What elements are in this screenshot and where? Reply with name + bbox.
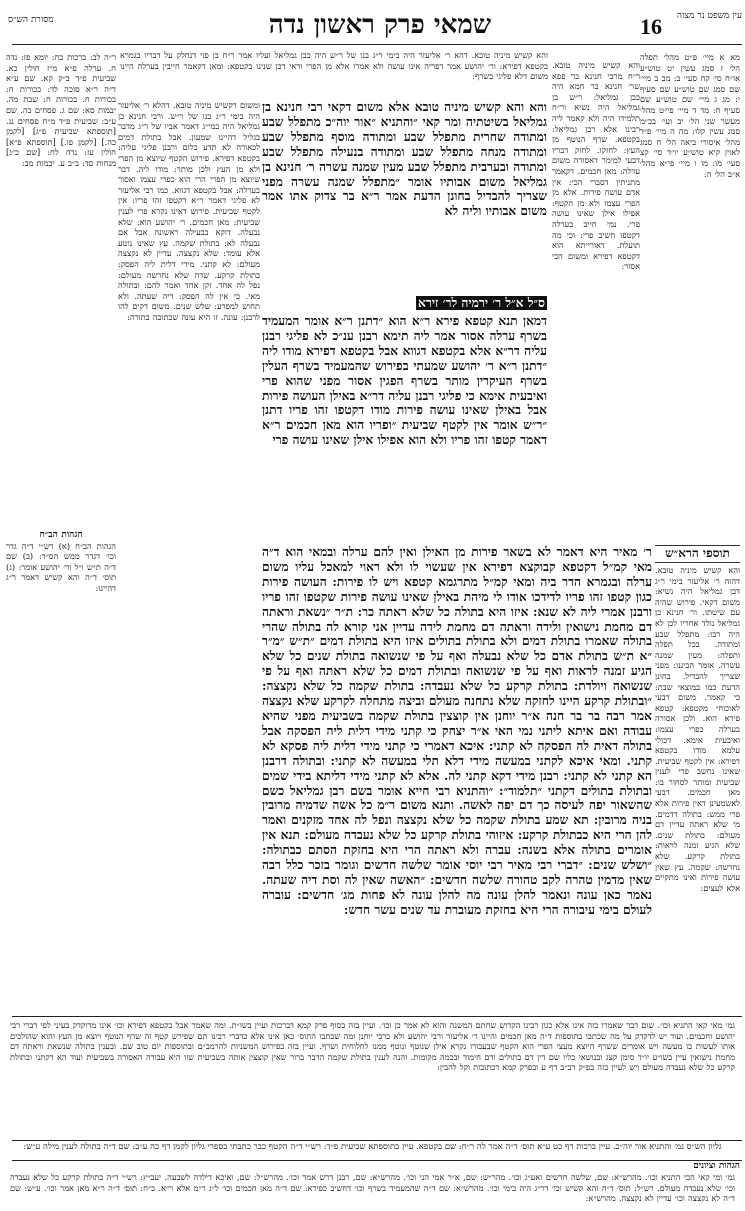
top-commentary-block (120, 50, 548, 96)
hagahot-column (10, 1172, 735, 1208)
gemara-dibbur-hamatchil: והא (529, 100, 547, 114)
page-header (0, 6, 745, 46)
tosafot-column (118, 100, 260, 1030)
bottom-notes (10, 1020, 735, 1138)
gilyon-hashas (10, 1142, 735, 1160)
page-number: 16 (640, 14, 662, 39)
top-commentary-text: והא קשיש מיניה טובא. דהא ר׳ אליעזר היה בימי ר״ג בנו של ר״ש היה כבן גמליאל ועליו אמר ר״ח בן פזי דנחלק על דבריו בגמרא בקטפא דפירא: ור׳ יהושע אמר דפריה אינו עושה ולא אמרו אלא מן הפרי ודאי דכן שנינו בקטפא: ומאן דקאמר חייבין בערלה היינו משום דלא פליגי בשרף: (120, 50, 548, 82)
hagahot-text: גמ׳ ומי קאי הכי התניא וכו׳. מהרש״א: שם, שלשה חדשים ואע״ג וכו׳. מהר״ש: שם, א״ר אמי הני וכו׳. מהרש״א: שם, רבנן דרש אמר וכו׳. מהרש״ל: שם, ואיכא דילדה לשבעה. יעב״ץ: רש״י ד״ה בתולת קרקע כל שלא נעבדה וכו׳ שלא נעבדה מעולם. רש״ל: תוס׳ ד״ה והא קשיש וכו׳ דר״ג היה בימי וכו׳. מהרש״א: שם ד״ה שהמעמיד בשרף וכו׳ דחשיב כפירא: שם ד״ה מאן חכמים וכו׳ ל״ג ר״מ אלא ר״א. ב״ח: תוס׳ ד״ה ר״א מאן אמר וכו׳. ע״ש: שם ד״ה לא נקצצה וכו׳ עדיין לא נקצצה. מהרש״א: (10, 1172, 735, 1204)
bottom-rule (12, 1016, 742, 1017)
rashi-column (552, 60, 640, 540)
gilyon-rule (12, 1140, 742, 1141)
tosafot-harosh-column (655, 565, 740, 1010)
highlighted-phrase: ס״ל א״ל ר׳ ירמיה לר׳ זירא (418, 296, 545, 310)
gemara-bottom-text: ר׳ מאיר היא דאמר לא בשאר פירות מן האילן ואין להם ערלה ובמאי הוא ד״ה מאי קמ״ל דקטפא קבוקצא דפירא אין שעשוי לו ולא ראוי למאכל עליו משום ערלה ובגמרא הדר ביה ומאי קמ״ל מתרגמא קטפא ויש לו פירות: העושה פירות כגון קטפו זהו פריו לדידכו אודו לי מיהת באילן שאינו עושה פירות שקטפו זהו פריו ורבנן אמרי ליה לא שנא: איזו היא בתולה כל שלא ראתה כר: ת״ר ״נשאת וראתה דם מחמת נישואין ולידה וראתה דם מחמת לידה עדיין אני קורא לה בתולה שהרי בתולה שאמרו בתולת דמים ולא בתולת בתולים איזו היא בתולת דמים ״ת״ש ״מ״ר ״א ת״ש בתולת אדם כל שלא נבעלה ואף על פי שנשואה בתולת שנים כל שלא הגיע זמנה לראות ואף על פי שנשואה ובתולת דמים כל שלא ראתה ואף על פי שנשואה ויולדת: בתולת קרקע כל שלא נעבדה: בתולת שקמה כל שלא נקצצה: ״ובתולת קרקע היינו לחזקה שלא נתחנה מעולם וביצה מתחלה לקרקע שלא נקצצה אמר רבה בר בר חנה א״ר יוחנן אין קוצצין בתולת שקמה בשביעית מפני שהיא עבודה ואם איתא ליתני נמי האי א״ר יצחק כי קתני מידי דלית ליה הפסקה אבל בתולה דאית לה הפסקה לא קתני: איכא דאמרי כי קתני מידי דלית ליה פסקא לא קתני. ומאי איכא לקתני במעשה מידי דלא תלי במעשה לא קתני: ובתולה דרבנן הא קתני לא קתני: רבנן מידי דקא קתני לה. אלא לא קתני מידי דליתא בידי שמים ובתולת בתולים דקתני ״תלמוד״: ״והתניא רבי חייא אומר בשם רבן גמליאל כשם שהשאור יפה לעיסה כך דם יפה לאשה. ותנא משום ר״מ כל אשה שדמיה מרובין בניה מרובין: תא שמע בתולת שקמה כל שלא נקצצה ונפל לה אחד מזקנים ואמר להן הרי היא כבתולת קרקע: איזוהי בתולת קרקע כל שלא נעבדה מעולם: תנא אין אומרים בתולה אלא בשנה: עברה ולא ראתה הרי היא בחזקת הסתם כבתולה: ״ושלש שנים: ״דברי רבי מאיר רבי יוסי אומר שלשה חדשים וגומר בזכר כלל רבה שאין מדמין טהרה לקב טהורה שלשה חדשים: ״האשה שאין לה וסת דיה שעתה. נאמר כאן עונה ונאמר להלן עונה מה להלן עונה לא פחות מג׳ חדשים: עוברה לעולם בימי עיבורה הרי היא בחזקת מעוברת עד שנים עשר חדש: (262, 545, 652, 917)
hagahot-rule (12, 1160, 742, 1161)
hagahot-title: הגהות וציונים (693, 1161, 740, 1171)
masoret-hashas-text: ר״ה לב: ברכות כח: יומא פז: נדה ח. ערלה פ״א מ״ז חולין כא. שביעית פ״ד ב״ק קא. שם ע״א ד״ה ר״א סוכה לד: בכורות ח: בכורות ח. בכורות ח: שבת מה. יבמות סא: שם ג. פסחים כה. שם ע״ב: שביעית פ״ד מ״ח פסחים נג. [תוספתא שביעית פ״ג] [לקמן כה.] [לקמן פו.] [תוספתא פ״א] חולין עז: נדה לח: [שם כ״ג] מנחות סד: ב״ב ע. יבמות מב: (6, 52, 116, 168)
gemara-continuation-column (262, 314, 547, 539)
masoret-hashas-label: מסורת הש״ס (8, 15, 54, 25)
gemara-bottom-column (262, 545, 652, 1015)
tosafot-harosh-text: והא קשיש מיניה טובא. דהוה ר׳ אליעזר בימי ר״ג דבן גמליאל היה נשיא: משום דקאי. פירוש שהיה עם שיטתו. ור׳ חנינא בן גמליאל נולד אחריו לכן לא היה רבו: מתפלל שבע ומתודה. בכל תפלה ותפלה: מעין שמנה עשרה. אומר הביננו: מפני שצריך להבדיל. בחונן הדעת כמו במוצאי שבת: כי קאמר. משום דבעי לאוכוחי מקטפא: קטפא פירא הוא. ולכן אסורה בערלה כפרי עצמו: ואיבעית אימא. דכולי עלמא מודו בקטפא דפירא: אין לקטף שביעית. שאינו נחשב פרי לענין שביעית ומותר לסחור בו: מאן חכמים. דבעי לאשמעינן דאין פירות אלא פרי ממש: בתולה דדמים. מי שלא ראתה עדיין דם מעולם: בתולת שנים. שלא הגיע זמנה לראות: בתולת קרקע. שלא נחרשה: שקמה. עץ שאין עושה פירות ואינו מתקיים אלא לעצים: (655, 565, 740, 893)
hagahot-habach-text: הגהות הב״ח (א) רש״י ד״ה גדר וכו׳ דגדר ממש הס״ד: (ב) שם ד״ה ת״ש ו״ל ור׳ יהושע אומר: (ג) תוס׳ ד״ה והא קשיש דאמר ר״ג דהיינו: (6, 540, 116, 593)
ein-mishpat-column (640, 52, 740, 522)
gilyon-text: גליון הש״ס גמ׳ והתניא אור יוה״כ. עיין ברכות דף כט ע״א תוס׳ ד״ה אמר לה ר״ח: שם בקטפא. עיין בתוספתא שביעית פ״ד: רש״י ד״ה הקטף כבר כתבתי בספרי גליון לקמן דף כה ע״ב: שם ד״ה בתולה לענין מילה ע״ש: (23, 1142, 722, 1152)
header-rule (12, 44, 742, 45)
hagahot-habach-title: הגהות הב״ח (39, 530, 83, 540)
gemara-highlight-line (262, 296, 547, 312)
ein-mishpat-label: עין משפט נר מצוה (676, 11, 742, 21)
masoret-hashas-column (6, 52, 116, 522)
chapter-title: שמאי פרק ראשון נדה (268, 10, 492, 40)
bottom-notes-text: גמ׳ מאי קאי התניא וכו׳. שום דבר שאמרו בזה אינו אלא כגון רבינו הקדוש שחתם המשנה והוא לא אמר כן וכו׳. ועיין בזה בסוף פרק קמא דברכות ועיין בשו״ת. ומה שאמר אבל בקטפא דפירא וכו׳ אינו מדוקדק בעיני לפי דברי רבי יהושע וחכמים. ועוד יש לדקדק על מה שכתבו בתוספות ד״ה מאן חכמים והיינו ר׳ אליעזר ורבי יהושע ולא כרבי יוחנן ומה שכתבו התוס׳ כאן אינו אלא כדברי רבינו תם שפירש קטף זה שרף הנוטף ויוצא מן העץ והוא שהולכים אותו לעשות בו מעשה ויש אומרים ששרף היוצא מעצי הפרי הוא הקטף שבעבורו נקרא אילן שנוטף ונוטף ממנו לחלוחית ושרף. ועיין בזה בפירוש המשניות להרמב״ם ובתוספות יום טוב שם. ובענין בתולה שנשאת וראתה דם מחמת נישואין עיין בשו״ע יו״ד סימן קצג ובנושאי כליו שם דין דם בתולים ודם חימוד ובכמה מקומות. והנה לענין בתולת שקמה הדבר ברור שאין קוצצין אותה בשביעית שזו היא עבודה האסורה בשביעית ועוד הא דקתני ובתולת קרקע כל שלא נעבדה מעולם ויש לעיין בזה בפ״ק דב״ב דף ע ובפרק קמא דכתובות וקל להבין: (10, 1020, 735, 1073)
rashi-text: והא קשיש מיניה טובא. ר״ח מרבי חנינא בר פפא שר׳ חנינא בר חמא היה כבן גמליאל: ר״ש בן גמליאל היה נשיא ור״ח תלמידו היה ולא קאמר ליה רבינו אלא רבן גמליאל: בקטפא. שרף הנוטף מן העץ: לחזקו. לחזק דבריו דבעי למימר דאסורה משום ערלה: מאן חכמים. דקאמר מתניתין דסברי הכי: אין אדם עושה פירות. אלא מן הפרי עצמו ולא מן הקטף: אפילו אילן שאינו עושה פרי. נמי חייב בערלה דקטפו חשיב פרי: וכי מה תועלת. דאורייתא הוא דקטפא דפירא ומשום הכי אסור: (552, 60, 640, 272)
hagahot-habach-column (6, 530, 116, 1010)
gemara-main-column (262, 100, 547, 295)
tosafot-text: ומשום דקשיש מיניה טובא. דהלא ר׳ אליעזר היה בימי ר״ג בנו של ר״ש. ורבי חנינא בן גמליאל היה במי״ג דאמר אביו של ר״ג מדבר בגליל דהיינו שמעון. אבל בתולת דמים לכאורה לא תדע כלום ורבנן פליגי עליה: בקטפא דפירא. פירוש הקטף שיוצא מן הפרי ולא מן העץ ולכן מותר: מודו ליה. דבר שיוצא מן הפרי הרי הוא כפרי עצמו ואסור בערלה: אבל בקטפא דגווא. כמו רבי אליעזר לא פליגי דאמר ר״א דקטפו זהו פריו: אין לקטף שביעית. פירוש דאינו נקרא פרי לענין שביעית: מאן חכמים. ר׳ יהושע הוא: שלא נבעלה. דוקא בבעילה ראשונה אבל אם נבעלה לא: בתולת שקמה. עץ שאינו נוטע אלא עומד: שלא נקצצה. עדיין לא נקצצה מעולם: לא קתני. מידי דלית ליה הפסק: בתולת קרקע. שדה שלא נחרשה מעולם: נפל לה אחד. זקן אחד ואמר להם: ובתולה מאי. כי אין לה הפסק: דיה שעתה. ולא תחוש למפרע: שלש שנים. משום דקים להו לרבנן: עונה. זו היא עונה שכתובה בתורה: (118, 100, 260, 322)
gemara-main-text: והא קשיש מיניה טובא אלא משום דקאי רבי חנינא בן גמליאל בשיטתיה ומר קאי ״והתניא ״אור יוה״כ מתפלל שבע ומתודה שחרית מתפלל שבע ומתודה מוסף מתפלל שבע ומתודה מנחה מתפלל שבע ומתודה בנעילה מתפלל שבע ומתודה ובערבית מתפלל שבע מעין שמנה עשרה ר׳ חנינא בן גמליאל משום אבותיו אומר ״מתפלל שמנה עשרה מפני שצריך להבדיל בחונן הדעת אמר ר״א בר צדוק אתו אמר משום אבותיו וליה לא (262, 100, 547, 219)
tosafot-harosh-title: תוספי הרא״ש (655, 545, 740, 563)
ein-mishpat-text: מא א מיי׳ פ״ט מהל׳ תפלה הל׳ ז סמג עשין יט טוש״ע או״ח סי׳ קח סעי׳ ב: מב ב מיי׳ שם סמג שם טוש״ע שם סעיף י: מג ג מיי׳ שם טוש״ע שם סעיף ח: מד ד מיי׳ פי״ט מהל׳ מעשר שני הל׳ יב ועי׳ בכ״מ סמג עשין קלו: מה ה מיי׳ פ״ד מהל׳ איסורי ביאה הל׳ ח סמג לאוין קיא טוש״ע יו״ד סי׳ קצ סעי׳ מו: מו ו מיי׳ פי״א מהל׳ א״ב הל׳ ה: (640, 52, 740, 179)
gemara-continuation-text: דמאן תנא קטפא פירא ר״א הוא ״דתנן ר״א אומר המעמיד בשרף ערלה אסור אמר ליה תימא רבנן ענ״כ לא פליגי רבנן עליה דר״א אלא בקטפא דגווא אבל בקטפא דפירא מודו ליה ״דתנן ר״א ר׳ יהושע שמעתי בפירוש שהמעמיד בשרף העלין בשרף העיקרין מותר בשרף הפגין אסור מפני שהוא פרי ואיבעית אימא כי פליגי רבנן עליה דר״א באילן העושה פירות אבל באילן שאינו עושה פירות מודו דקטפו זהו פריו דתנן ״ר״ש אומר אין לקטף שביעית ״ופריו הוא מאן חכמים ר״א דאמר קטפו זהו פריו ולא הוא אפילו אילן שאינו עושה פרי (262, 314, 547, 448)
